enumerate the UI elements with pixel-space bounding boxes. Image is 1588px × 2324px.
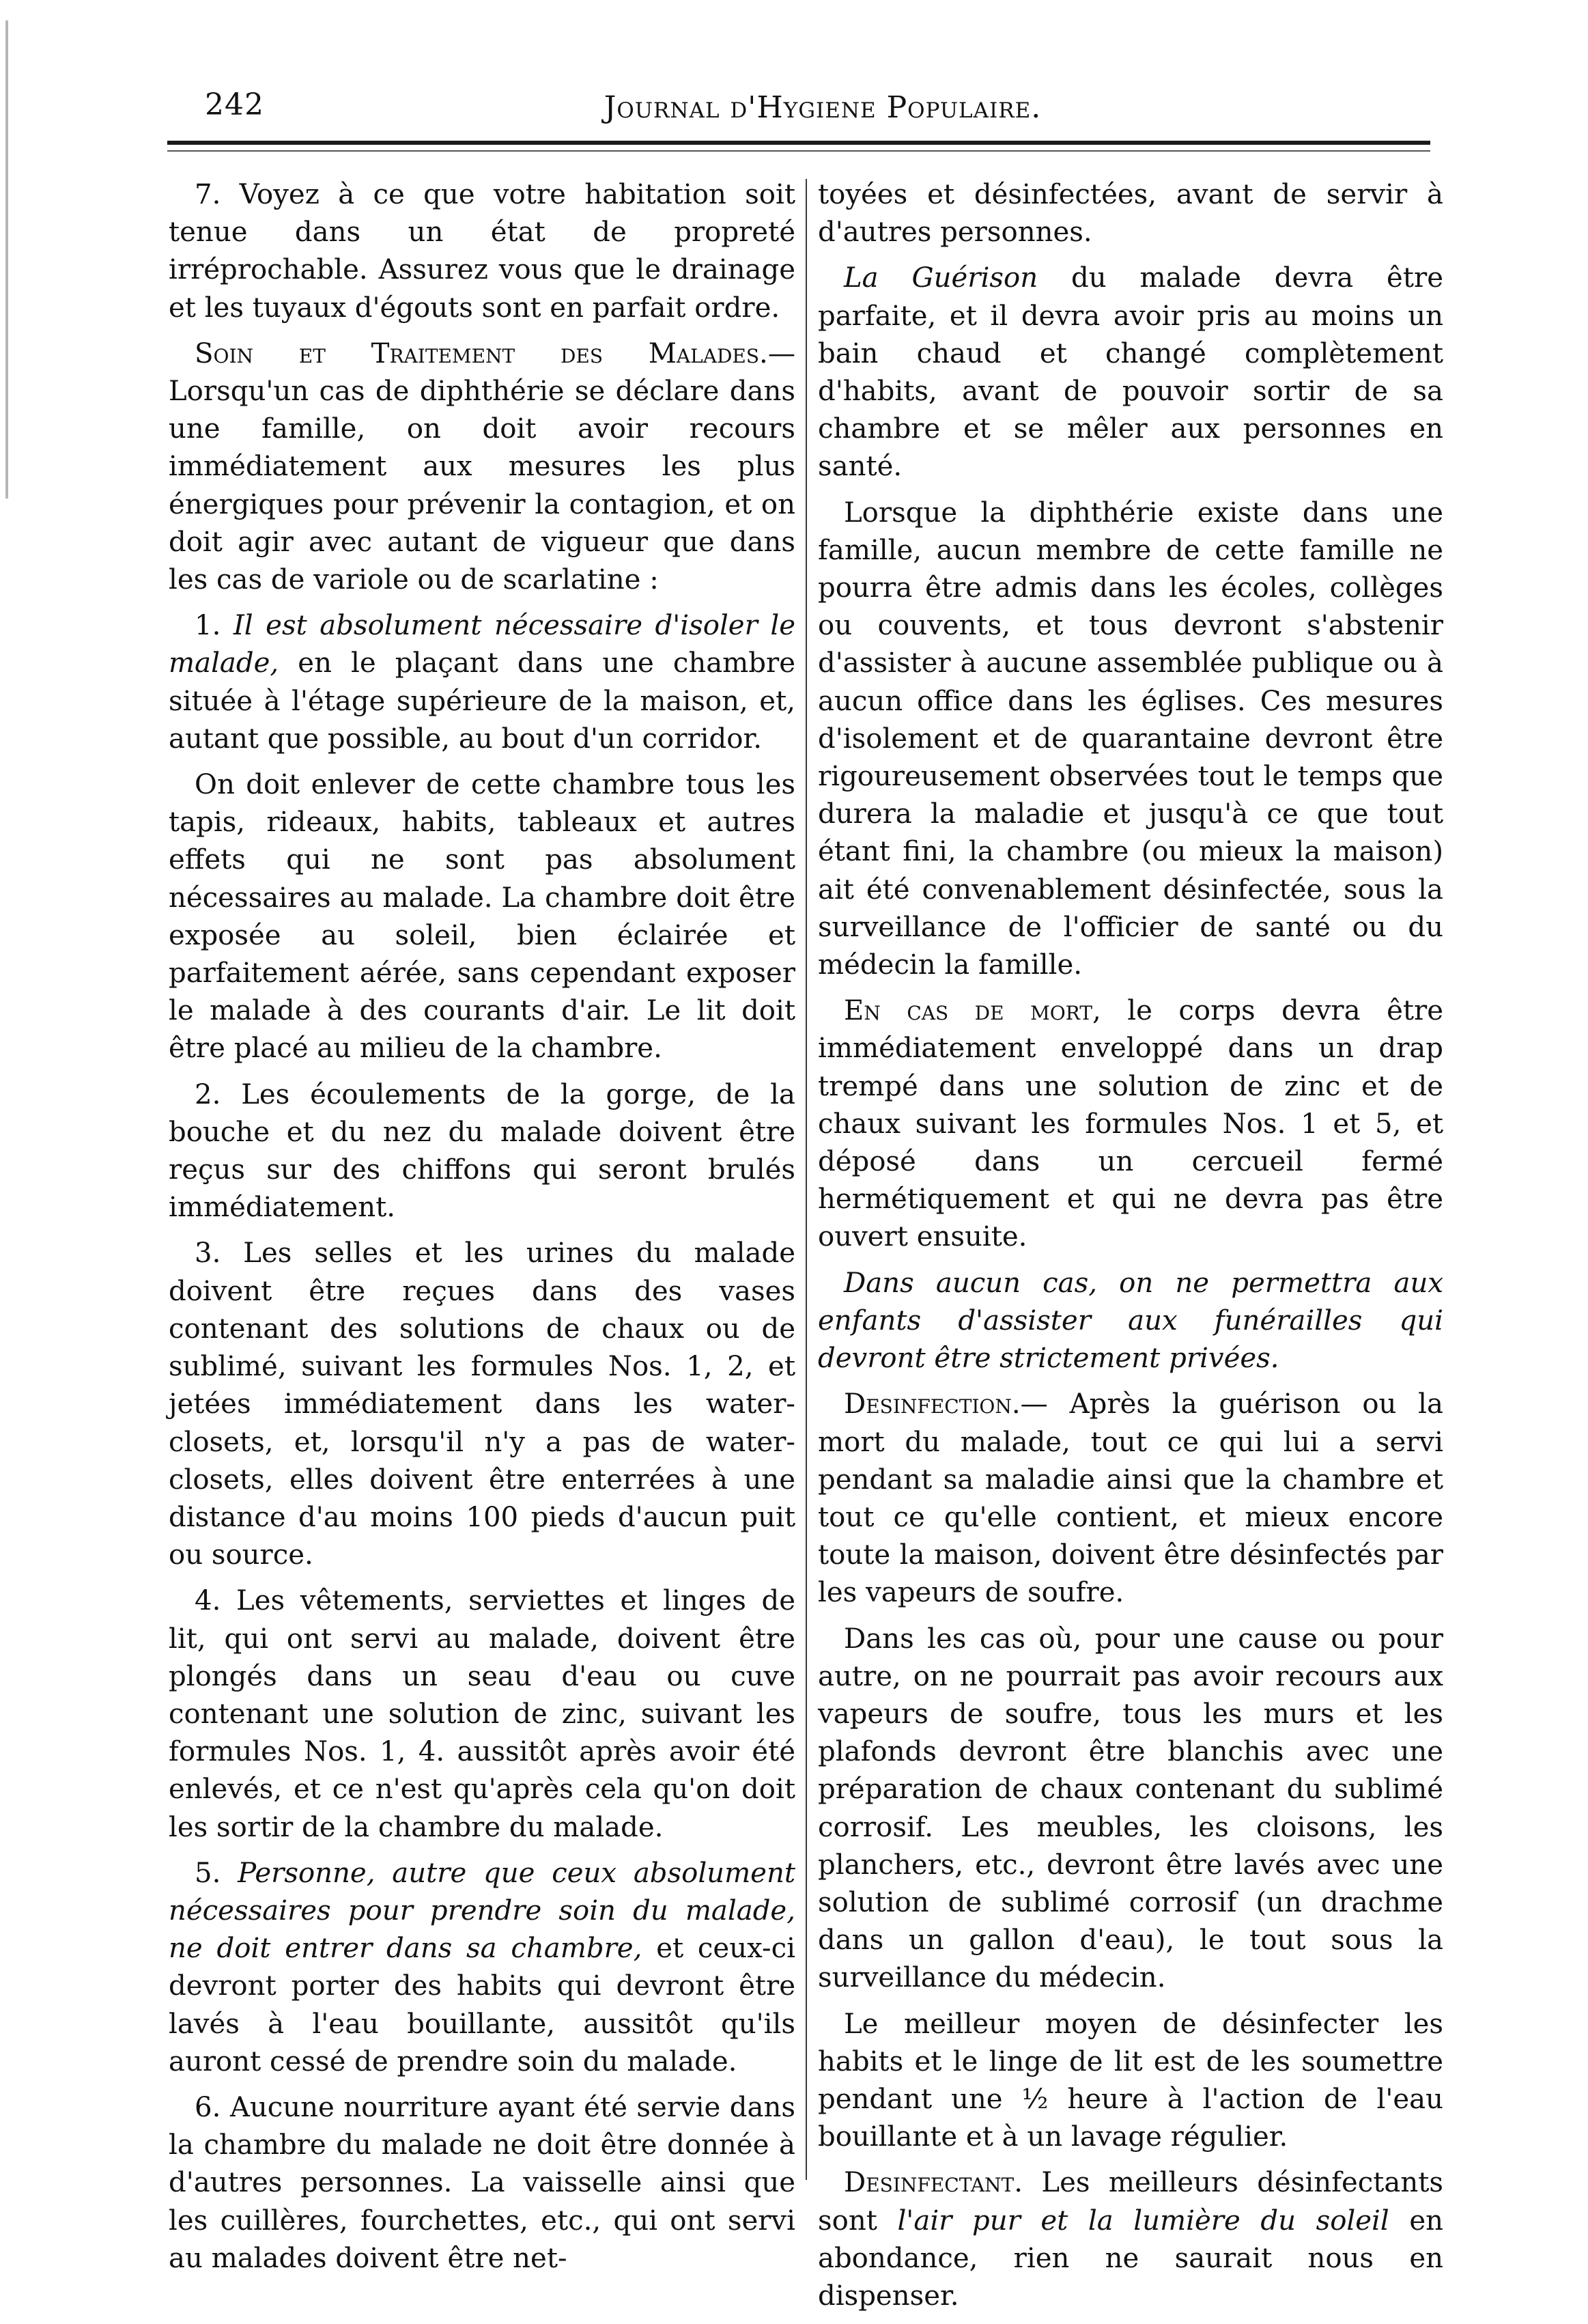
section-heading-desinfection: Desinfection. — [844, 1388, 1021, 1420]
italic-emphasis: La Guérison — [844, 262, 1038, 294]
item-number: 1. — [195, 610, 221, 642]
italic-emphasis: Il est absolument nécessaire d'isoler le malade, — [169, 610, 795, 680]
paragraph-text: du malade devra être parfaite, et il devra avoir pris au moins un bain chaud et changé complètement d'habits, avant de pouvoir sortir de sa chambre et se mêler aux personnes en santé. — [818, 262, 1443, 483]
paragraph-text: et ceux-ci devront porter des habits qui devront être lavés à l'eau bouillante, aussitôt qu'ils auront cessé de prendre soin du malade. — [169, 1933, 795, 2077]
header-rule-thin — [167, 150, 1430, 152]
paragraph-item-7: 7. Voyez à ce que votre habitation soit tenue dans un état de propreté irréprochable. Assurez vous que le drainage et les tuyaux d'égouts sont en parfait ordre. — [169, 179, 795, 324]
paragraph-continuation: toyées et désinfectées, avant de servir à d'autres personnes. — [818, 179, 1443, 249]
paragraph-text: le corps devra être immédiatement enveloppé dans un drap trempé dans une solution de zinc et de chaux suivant les formules Nos. 1 et 5, et déposé dans un cercueil fermé hermétiquement et qui ne devra pas être ouvert ensuite. — [818, 995, 1443, 1253]
paragraph-item-5 — [169, 1855, 795, 2081]
paragraph-item-6: 6. Aucune nourriture ayant été servie dans la chambre du malade ne doit être donnée à d'autres personnes. La vaisselle ainsi que les cuillères, fourchettes, etc., qui ont servi au malades doivent être net- — [169, 2091, 795, 2274]
header-rule — [167, 141, 1430, 145]
scan-edge-mark — [5, 20, 8, 499]
page-number: 242 — [205, 87, 264, 122]
paragraph-text: — Lorsqu'un cas de diphthérie se déclare dans une famille, on doit avoir recours immédiatement aux mesures les plus énergiques pour prévenir la contagion, et on doit agir avec autant de vigueur que dans les cas de variole ou de scarlatine : — [169, 337, 795, 596]
section-heading-mort: En cas de mort, — [844, 995, 1101, 1027]
paragraph-chambre: On doit enlever de cette chambre tous les tapis, rideaux, habits, tableaux et autres effets qui ne sont pas absolument nécessaires au malade. La chambre doit être exposée au soleil, bien éclairée et parfaitement aérée, sans cependant exposer le malade à des courants d'air. Le lit doit être placé au milieu de la chambre. — [169, 769, 795, 1065]
paragraph-item-3: 3. Les selles et les urines du malade doivent être reçues dans des vases contenant des solutions de chaux ou de sublimé, suivant les formules Nos. 1, 2, et jetées immédiatement dans les water-closets, et, lorsqu'il n'y a pas de water-closets, elles doivent être enterrées à une distance d'au moins 100 pieds d'aucun puit ou source. — [169, 1237, 795, 1571]
left-column — [169, 176, 795, 2286]
paragraph-desinfectant — [818, 2164, 1443, 2315]
paragraph-guerison — [818, 260, 1443, 486]
paragraph-desinfection — [818, 1386, 1443, 1612]
paragraph-soin-traitement — [169, 335, 795, 599]
paragraph-soufre: Dans les cas où, pour une cause ou pour autre, on ne pourrait pas avoir recours aux vapeurs de soufre, tous les murs et les plafonds devront être blanchis avec une préparation de chaux contenant du sublimé corrosif. Les meubles, les cloisons, les planchers, etc., devront être lavés avec une solution de sublimé corrosif (un drachme dans un gallon d'eau), le tout sous la surveillance du médecin. — [818, 1623, 1443, 1994]
italic-emphasis: Dans aucun cas, on ne permettra aux enfants d'assister aux funérailles qui devront être strictement privées. — [818, 1267, 1443, 1375]
paragraph-meilleur-moyen: Le meilleur moyen de désinfecter les habits et le linge de lit est de les soumettre pendant une ½ heure à l'action de l'eau bouillante et à un lavage régulier. — [818, 2008, 1443, 2153]
paragraph-item-2: 2. Les écoulements de la gorge, de la bouche et du nez du malade doivent être reçus sur des chiffons qui seront brulés immédiatement. — [169, 1078, 795, 1224]
right-column — [818, 176, 1443, 2323]
paragraph-text: — Après la guérison ou la mort du malade, tout ce qui lui a servi pendant sa maladie ainsi que la chambre et tout ce qu'elle contient, et mieux encore toute la maison, doivent être désinfectés par les vapeurs de soufre. — [818, 1388, 1443, 1609]
journal-title: Journal d'Hygiene Populaire. — [604, 90, 1042, 125]
item-number: 5. — [195, 1857, 221, 1889]
section-heading-soin: Soin et Traitement des Malades. — [195, 337, 768, 369]
column-divider — [806, 179, 807, 2180]
paragraph-text: en abondance, rien ne saurait nous en dispenser. — [818, 2204, 1443, 2312]
paragraph-cas-de-mort — [818, 992, 1443, 1256]
page-header — [205, 87, 1441, 142]
paragraph-famille: Lorsque la diphthérie existe dans une famille, aucun membre de cette famille ne pourra être admis dans les écoles, collèges ou couvents, et tous devront s'abstenir d'assister à aucune assemblée publique ou à aucun office dans les églises. Ces mesures d'isolement et de quarantaine devront être rigoureusement observées tout le temps que durera la maladie et jusqu'à ce que tout étant fini, la chambre (ou mieux la maison) ait été convenablement désinfectée, sous la surveillance de l'officier de santé ou du médecin la famille. — [818, 496, 1443, 981]
paragraph-item-4: 4. Les vêtements, serviettes et linges de lit, qui ont servi au malade, doivent être plongés dans un seau d'eau ou cuve contenant une solution de zinc, suivant les formules Nos. 1, 4. aussitôt après avoir été enlevés, et ce n'est qu'après cela qu'on doit les sortir de la chambre du malade. — [169, 1585, 795, 1843]
paragraph-text: en le plaçant dans une chambre située à l'étage supérieure de la maison, et, autant que possible, au bout d'un corridor. — [169, 647, 796, 755]
paragraph-item-1 — [169, 607, 795, 758]
paragraph-enfants — [818, 1265, 1443, 1378]
italic-emphasis: Personne, autre que ceux absolument nécessaires pour prendre soin du malade, ne doit entrer dans sa chambre, — [169, 1857, 795, 1965]
italic-emphasis: l'air pur et la lumière du soleil — [897, 2204, 1389, 2237]
paragraph-text: Les meilleurs désinfectants sont — [818, 2167, 1444, 2237]
section-heading-desinfectant: Desinfectant. — [844, 2167, 1023, 2199]
